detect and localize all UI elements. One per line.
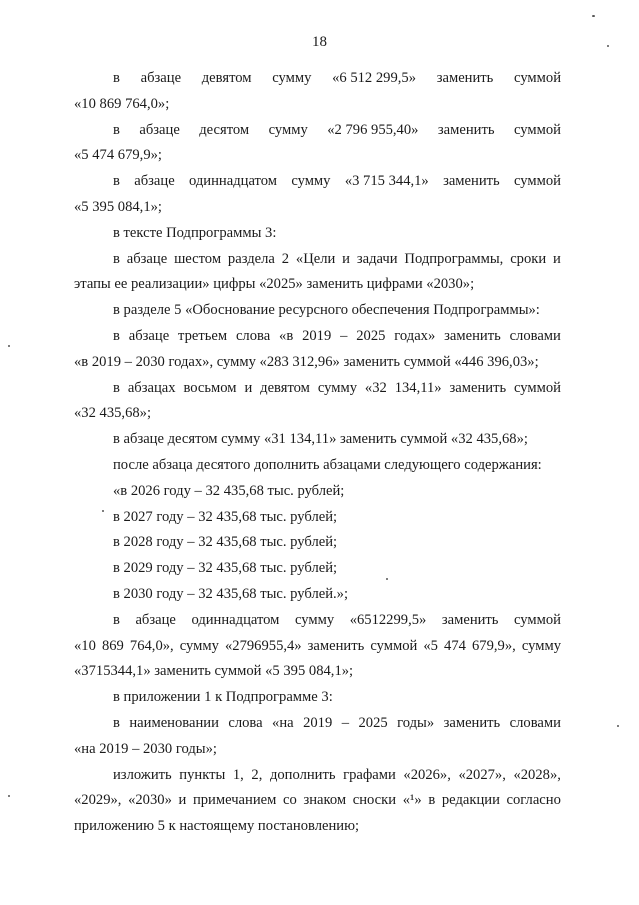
paragraph [74,556,561,582]
word: Подпрограммы, [404,250,504,267]
word: в [113,173,120,190]
text-line [74,711,561,737]
word: сумму [179,637,219,654]
word: заменить [441,611,499,628]
paragraph [74,298,561,324]
word: суммой [514,70,561,86]
paragraph [74,685,561,711]
scan-speck [8,795,10,797]
text-line [74,376,561,402]
word: и [342,250,350,267]
text-line [74,247,561,273]
word: наименовании [129,714,219,731]
paragraph [74,118,561,170]
word: 2 [281,250,290,267]
word: «на [272,714,294,731]
word: десятом [199,121,250,138]
text-line: в разделе 5 «Обоснование ресурсного обеспечения Подпрограммы»: [113,302,540,319]
word: «2029», [74,792,122,809]
text-line [74,763,561,789]
text-line: в абзаце десятом сумму «31 134,11» заменить суммой «32 435,68»; [113,431,528,448]
word: заменить [437,121,495,138]
text-line [74,634,561,660]
text-line: «32 435,68»; [74,405,152,422]
text-line [74,608,561,634]
word: девятом [260,379,310,396]
text-line: «на 2019 – 2030 годы»; [74,740,217,757]
paragraph [74,763,561,840]
word: абзаце [140,70,182,86]
word: «Цели [295,250,336,267]
word: в [113,70,120,86]
word: изложить [113,766,172,783]
paragraph [74,221,561,247]
word: 869 [101,637,124,654]
word: суммой [514,173,561,190]
word: редакции [441,792,500,809]
word: 2025 [358,714,388,731]
word: 1, [232,766,244,783]
word: раздела [227,250,275,267]
text-line: «в 2026 году – 32 435,68 тыс. рублей; [113,482,345,499]
text-line: после абзаца десятого дополнить абзацами следующего содержания: [113,456,542,473]
word: «в [279,327,294,344]
paragraph [74,376,561,428]
word: сумму [268,121,308,138]
paragraph [74,66,561,118]
scan-speck [617,725,619,727]
word: 679,9», [471,637,516,654]
scan-speck [8,345,10,347]
word: заменить [443,714,501,731]
word: знаком [303,792,347,809]
word: 2025 [356,327,386,344]
paragraph [74,479,561,505]
word: сноски [352,792,397,809]
text-line: в 2028 году – 32 435,68 тыс. рублей; [113,534,338,551]
word: словами [509,327,561,344]
page-number: 18 [312,34,327,50]
word: задачи [356,250,398,267]
text-line [74,324,561,350]
word: суммой [514,379,561,396]
text-line: в тексте Подпрограммы 3: [113,224,277,241]
word: сумму [294,611,335,628]
text-line [74,66,561,92]
text-line: в 2029 году – 32 435,68 тыс. рублей; [113,560,338,577]
word: годы» [397,714,435,731]
text-line: в приложении 1 к Подпрограмме 3: [113,689,333,706]
word: «6 512 299,5» [332,70,417,86]
word: «2030» [128,792,172,809]
paragraph [74,711,561,763]
word: и [553,250,561,267]
word: в [113,611,120,628]
scan-speck [102,510,104,512]
word: годах» [394,327,436,344]
text-line: «10 869 764,0»; [74,95,170,112]
text-line: приложению 5 к настоящему постановлению; [74,818,360,835]
word: сумму [272,70,312,86]
word: в [113,379,120,396]
word: и [178,792,187,809]
word: заменить [449,379,507,396]
word: абзаце [135,611,176,628]
word: в [113,327,120,344]
word: 474 [444,637,466,654]
scan-speck [386,578,388,580]
word: в [113,250,120,267]
word: восьмом [183,379,237,396]
word: суммой [514,611,561,628]
word: – [341,714,350,731]
word: сумму [291,173,331,190]
paragraph [74,582,561,608]
text-line [74,118,561,144]
word: и [244,379,253,396]
paragraph [74,247,561,299]
scan-speck [607,45,609,47]
paragraph [74,453,561,479]
text-line [74,788,561,814]
paragraph [74,530,561,556]
word: 764,0», [129,637,174,654]
word: суммой [513,121,561,138]
word: – [340,327,348,344]
word: слова [235,327,271,344]
paragraph [74,324,561,376]
word: абзацах [127,379,176,396]
word: заменить [307,637,365,654]
text-line: в 2030 году – 32 435,68 тыс. рублей.»; [113,585,349,602]
word: «2028», [513,766,561,783]
text-line: «3715344,1» заменить суммой «5 395 084,1»; [74,663,354,680]
word: пункты [179,766,226,783]
word: сроки [510,250,547,267]
word: в [113,121,120,138]
word: заменить [436,70,494,86]
word: словами [509,714,561,731]
text-line: «в 2019 – 2030 годах», сумму «283 312,96» заменить суммой «446 396,03»; [74,353,539,370]
paragraph [74,505,561,531]
word: в [113,714,120,731]
word: одиннадцатом [189,173,277,190]
scan-speck [592,15,595,17]
word: графами [343,766,396,783]
word: абзаце [126,250,168,267]
word: абзаце [139,121,180,138]
word: «5 [423,637,438,654]
word: абзаце [134,173,175,190]
word: примечанием [192,792,277,809]
word: суммой [370,637,418,654]
word: слова [228,714,263,731]
word: заменить [444,327,501,344]
word: согласно [506,792,561,809]
text-line: в 2027 году – 32 435,68 тыс. рублей; [113,508,338,525]
paragraph [74,427,561,453]
word: «3 715 344,1» [344,173,429,190]
word: «2 796 955,40» [327,121,419,138]
word: 2, [251,766,263,783]
word: «2027», [458,766,506,783]
word: сумму [521,637,561,654]
text-line: этапы ее реализации» цифры «2025» заменить цифрами «2030»; [74,276,475,293]
word: в [428,792,436,809]
word: «¹» [402,792,422,809]
text-line [74,169,561,195]
word: 2019 [303,714,333,731]
word: абзаце [128,327,170,344]
paragraph [74,169,561,221]
word: третьем [178,327,228,344]
word: «32 [364,379,387,396]
word: «2796955,4» [224,637,302,654]
word: «10 [74,637,96,654]
text-line: «5 474 679,9»; [74,147,162,164]
text-line: «5 395 084,1»; [74,198,162,215]
word: девятом [201,70,252,86]
word: одиннадцатом [191,611,280,628]
word: «2026», [403,766,451,783]
word: 134,11» [394,379,442,396]
document-body [74,66,561,840]
word: со [283,792,297,809]
word: 2019 [302,327,332,344]
paragraph [74,608,561,685]
word: заменить [443,173,500,190]
word: сумму [317,379,357,396]
word: «6512299,5» [349,611,427,628]
word: дополнить [269,766,336,783]
word: шестом [174,250,222,267]
